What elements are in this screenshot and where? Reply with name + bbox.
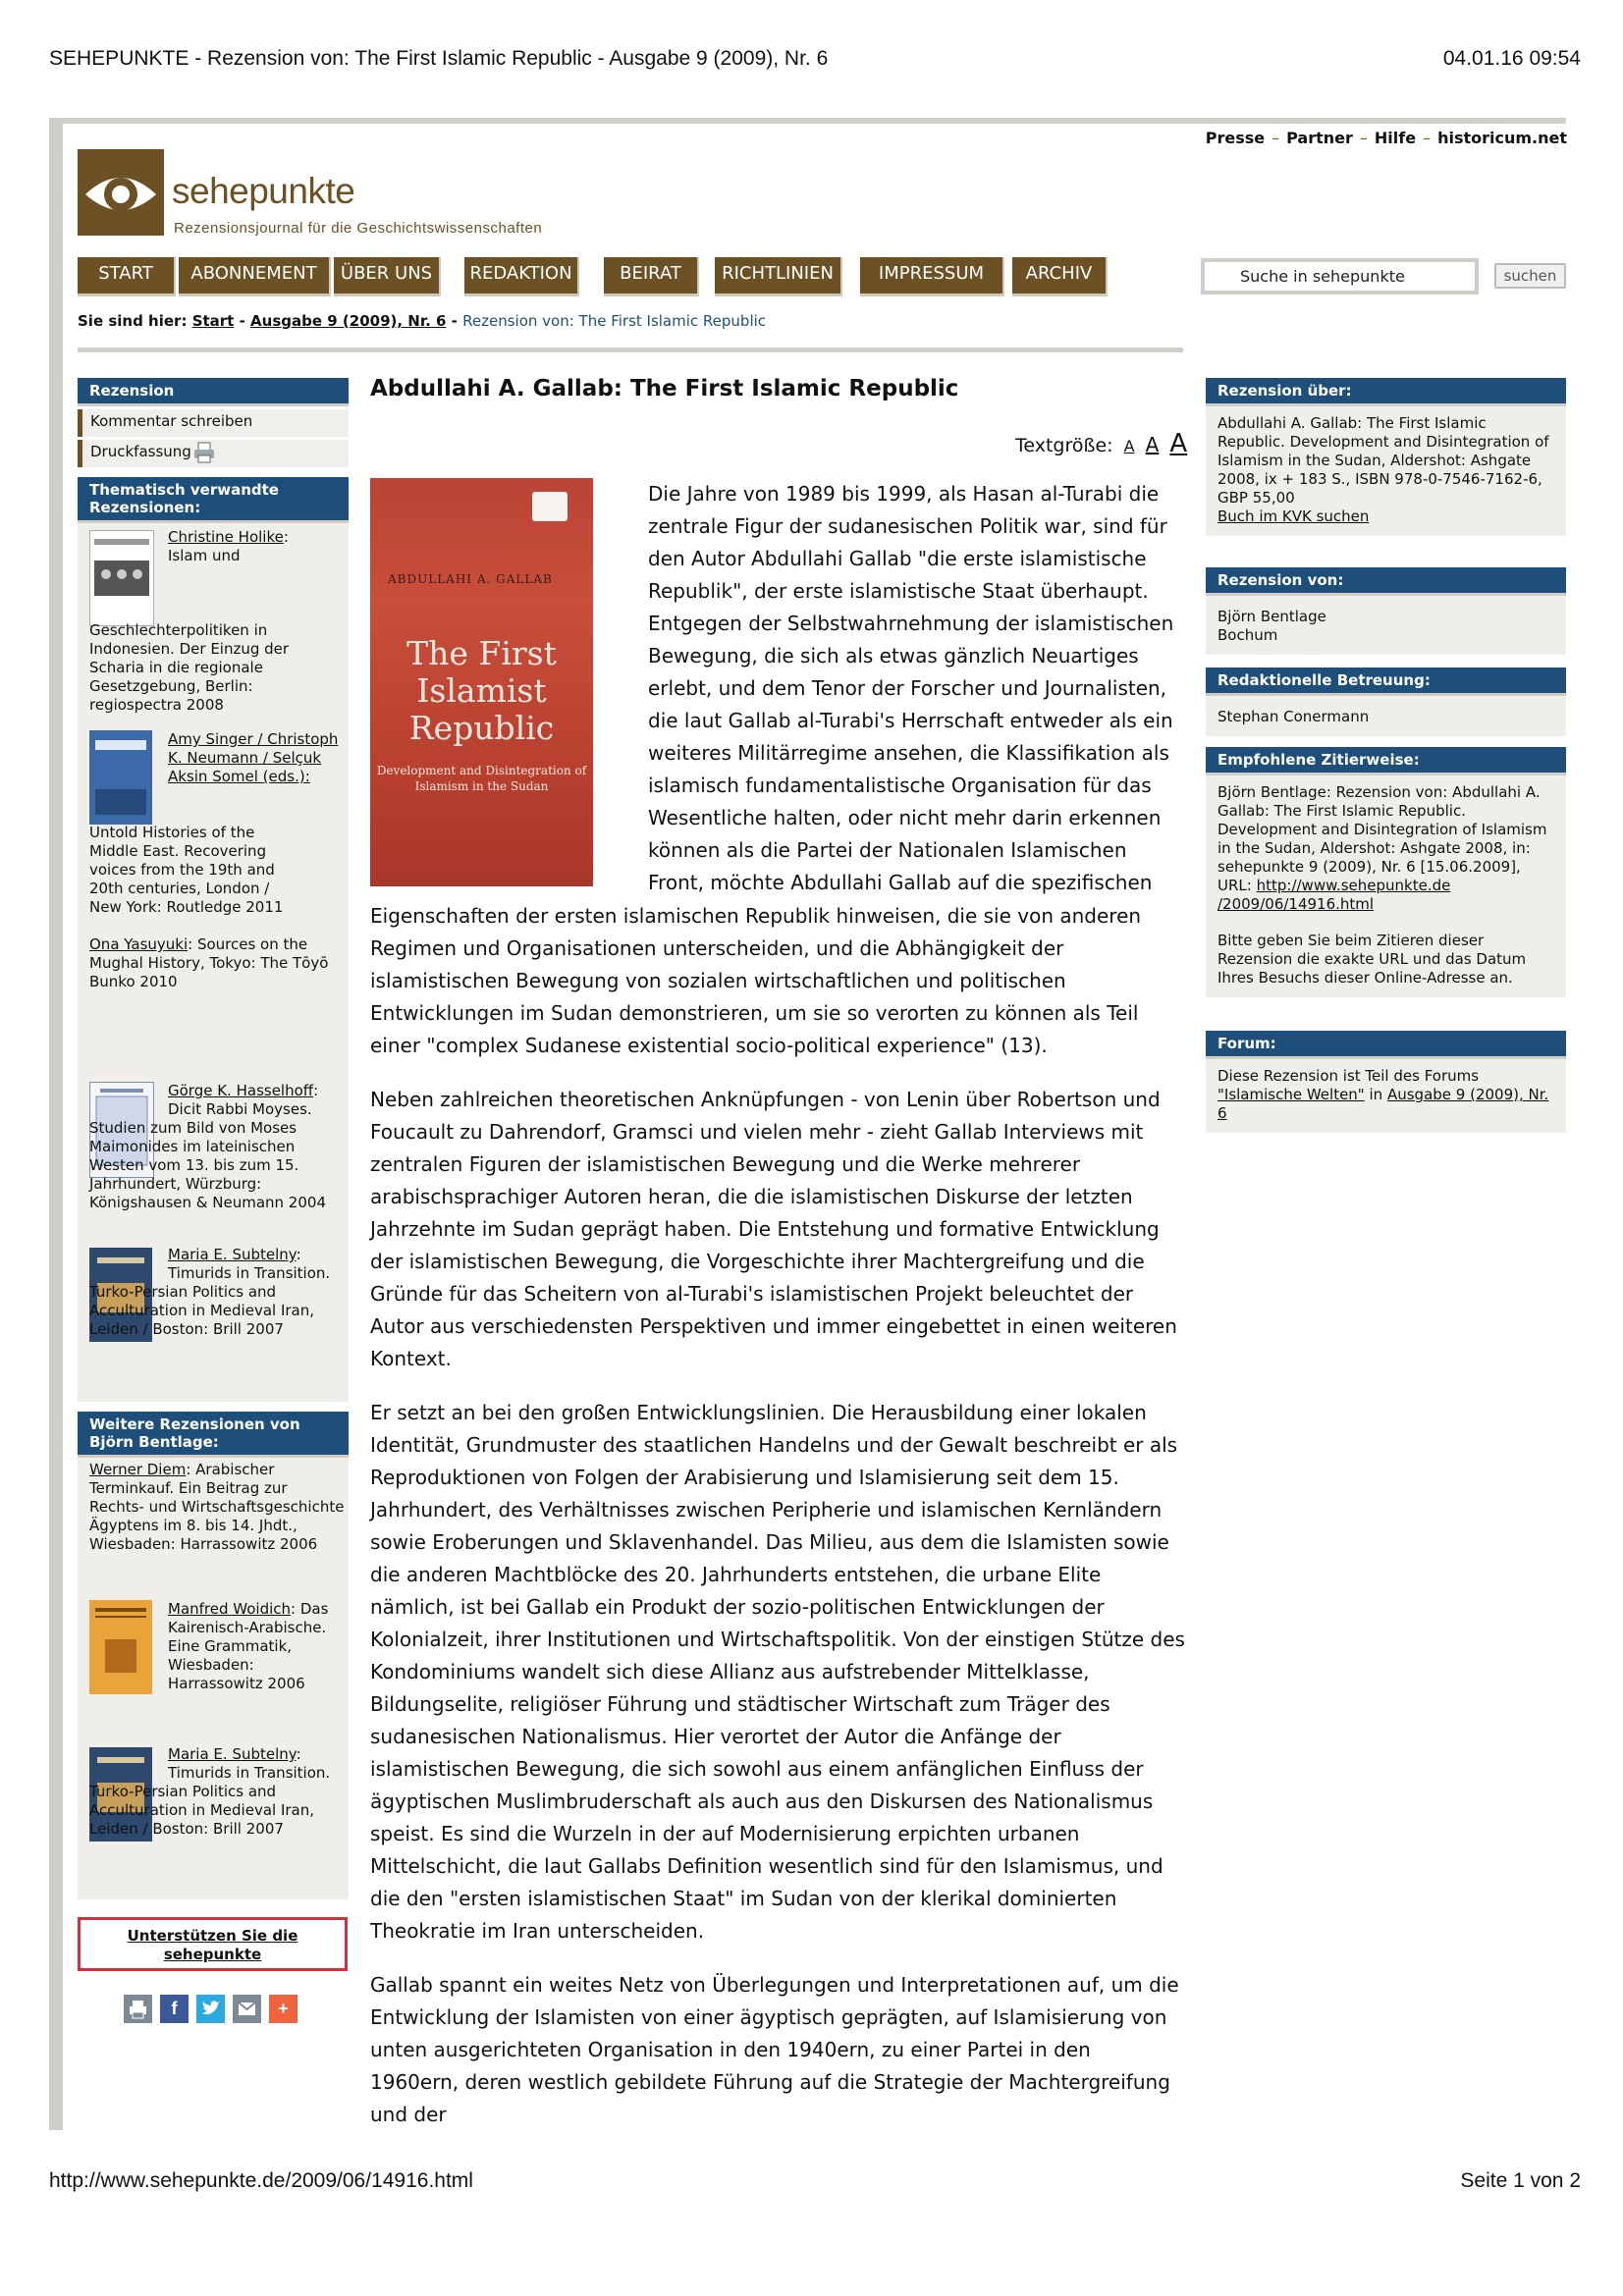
citation-box <box>1206 747 1566 997</box>
thematic-authors-2[interactable]: Amy Singer / Christoph K. Neumann / Selçuk Aksin Somel (eds.): <box>168 730 339 785</box>
forum-box <box>1206 1031 1566 1133</box>
search-button[interactable]: suchen <box>1494 263 1566 289</box>
top-rule <box>49 118 1566 124</box>
link-partner[interactable]: Partner <box>1286 129 1353 147</box>
nav-ueber-uns[interactable]: ÜBER UNS <box>334 257 441 296</box>
text-size-medium[interactable]: A <box>1145 433 1160 456</box>
text-size-small[interactable]: A <box>1123 437 1135 455</box>
forum-text: Diese Rezension ist Teil des Forums <box>1217 1067 1480 1085</box>
page-title: Abdullahi A. Gallab: The First Islamic Republic <box>370 376 959 401</box>
print-link-label: Druckfassung <box>90 443 191 460</box>
forum-issue-link[interactable]: Ausgabe 9 (2009), Nr. 6 <box>1217 1086 1549 1122</box>
link-presse[interactable]: Presse <box>1205 129 1266 147</box>
book-cover-thumbnail[interactable] <box>89 730 152 825</box>
book-cover <box>370 478 593 886</box>
support-box <box>78 1917 348 1971</box>
about-box <box>1206 378 1566 536</box>
citation-url[interactable]: http://www.sehepunkte.de /2009/06/14916.html <box>1217 877 1451 913</box>
reviewer-place: Bochum <box>1217 626 1278 644</box>
book-cover-thumbnail[interactable] <box>89 1600 152 1694</box>
breadcrumb-label: Sie sind hier: <box>78 312 188 330</box>
thematic-text-4: Dicit Rabbi Moyses. Studien zum Bild von Moses Maimonides im lateinischen Westen vom 13. bis zum 15. Jahrhundert, Würzburg: Königshausen & Neumann 2004 <box>89 1100 326 1211</box>
paragraph-3: Er setzt an bei den großen Entwicklungslinien. Die Herausbildung einer lokalen Identität, Grundmuster des staatlichen Handelns und der Gewalt beschreibt er als Reproduktionen von Folgen der Arabisierung und Islamisierung seit dem 15. Jahrhundert, des Verhältnisses zwischen Peripherie und islamischen Kernländern sowie Eroberungen und Sklavenhandel. Das Milieu, aus dem die Islamisten sowie die anderen Machtblöcke des 20. Jahrhunderts entstehen, die urbane Elite nämlich, ist bei Gallab ein Produkt der sozio-politischen Entwicklungen der Kolonialzeit, ihrer Institutionen und Wirtschaftspolitik. Von der einstigen Stütze des Kondominiums wandelt sich diese Allianz aus aufstrebender Mittelklasse, Bildungselite, religiöser Führung und städtischer Wirtschaft zum Träger des sudanesischen Nationalismus. Hier verortet der Autor die Anfänge der islamistischen Bewegung, die sich sowohl aus einem anfänglichen Einfluss der ägyptischen Muslimbruderschaft als auch aus den Diskursen des Nationalismus speist. Es sind die Wurzeln in der auf Modernisierung erpichten urbanen Mittelschicht, die laut Gallabs Definition wesentlich sind für den Islamismus, und die den "ersten islamistischen Staat" im Sudan von der klerikal dominierten Theokratie im Iran unterscheiden. <box>370 1401 1185 1943</box>
citation-text: Björn Bentlage: Rezension von: Abdullahi A. Gallab: The First Islamic Republic. Development and Disintegration of Islamism in the Sudan, Aldershot: Ashgate 2008, in: sehepunkte 9 (2009), Nr. 6 [15.06.2009], URL: <box>1217 783 1547 894</box>
printer-icon <box>193 442 215 467</box>
breadcrumb: Sie sind hier: Start - Ausgabe 9 (2009), Nr. 6 - Rezension von: The First Islamic Republic <box>78 312 767 330</box>
more-text-3: Timurids in Transition. Turko-Persian Politics and Acculturation in Medieval Iran, Leiden / Boston: Brill 2007 <box>89 1764 331 1838</box>
facebook-icon[interactable]: f <box>160 1995 189 2023</box>
thematic-author-3[interactable]: Ona Yasuyuki <box>89 935 189 953</box>
editor-name: Stephan Conermann <box>1206 696 1566 736</box>
kvk-link[interactable]: Buch im KVK suchen <box>1217 507 1370 525</box>
top-links: Presse – Partner – Hilfe – historicum.net <box>1205 129 1567 147</box>
link-historicum[interactable]: historicum.net <box>1437 129 1567 147</box>
print-footer <box>49 2169 1581 2197</box>
print-header <box>49 47 1581 75</box>
add-share-icon[interactable]: + <box>269 1995 298 2023</box>
about-text: Abdullahi A. Gallab: The First Islamic Republic. Development and Disintegration of Islamism in the Sudan, Aldershot: Ashgate 2008, ix + 183 S., ISBN 978-0-7546-7162-6, GBP 55,00 <box>1217 414 1549 507</box>
more-reviews-head: Weitere Rezensionen von Björn Bentlage: <box>78 1412 349 1458</box>
editor-box <box>1206 667 1566 736</box>
cover-title: The First Islamist Republic <box>406 634 557 747</box>
thematic-text-5: Timurids in Transition. Turko-Persian Politics and Acculturation in Medieval Iran, Leiden / Boston: Brill 2007 <box>89 1264 331 1338</box>
thematic-box: Thematisch verwandte Rezensionen: Christine Holike: Islam und Geschlechterpolitiken in Indonesien. Der Einzug der Scharia in die regionale Gesetzgebung, Berlin: regiospectra 2008 Amy Singer / Christoph K. Neumann / Selçuk Aksin Somel (eds.): Untold Histories of the Middle East. Recovering voices from the 19th and 20th centuries, London / New York: Routledge 2011 Ona Yasuyuki: Sources on the Mughal History, Tokyo: The Tōyō Bunko 2010 Görge K. Hasselhoff: Dicit Rabbi Moyses. Studien zum Bild von Moses Maimonides im lateinischen Westen vom 13. bis zum 15. Jahrhundert, Würzburg: Königshausen & Neumann 2004 Maria E. Subtelny: Timurids in Transition. Turko-Persian Politics and Acculturation in Medieval Iran, Leiden / Boston: Brill 2007 <box>78 477 349 1402</box>
print-title: SEHEPUNKTE - Rezension von: The First Islamic Republic - Ausgabe 9 (2009), Nr. 6 <box>49 47 829 70</box>
thematic-text-1: Geschlechterpolitiken in Indonesien. Der Einzug der Scharia in die regionale Gesetzgebung, Berlin: regiospectra 2008 <box>89 621 290 714</box>
more-author-3[interactable]: Maria E. Subtelny <box>168 1745 297 1763</box>
publisher-logo-icon <box>532 492 568 521</box>
paragraph-1-cont: Eigenschaften der ersten islamischen Republik hinweisen, die sie von anderen Regimen und Organisationen unterscheiden, und die Abhängigkeit der islamistischen Bewegung von sozialen wirtschaftlichen und politischen Entwicklungen im Sudan demonstrieren, um sie so verorten zu können als Teil einer "complex Sudanese existential socio-political experience" (13). <box>370 904 1142 1057</box>
eye-logo-icon <box>78 149 164 236</box>
site-logo[interactable] <box>78 149 588 238</box>
twitter-icon[interactable] <box>196 1995 225 2023</box>
nav-abonnement[interactable]: ABONNEMENT <box>179 257 331 296</box>
breadcrumb-start[interactable]: Start <box>191 312 235 330</box>
nav-start[interactable]: START <box>78 257 176 296</box>
more-reviews-box: Weitere Rezensionen von Björn Bentlage: Werner Diem: Arabischer Terminkauf. Ein Beitrag zur Rechts- und Wirtschaftsgeschichte Ägyptens im 8. bis 14. Jhdt., Wiesbaden: Harrassowitz 2006 Manfred Woidich: Das Kairenisch-Arabische. Eine Grammatik, Wiesbaden: Harrassowitz 2006 Maria E. Subtelny: Timurids in Transition. Turko-Persian Politics and Acculturation in Medieval Iran, Leiden / Boston: Brill 2007 <box>78 1412 349 1899</box>
logo-wordmark: sehepunkte <box>172 171 355 211</box>
rezension-box-head: Rezension <box>78 378 349 406</box>
breadcrumb-current: Rezension von: The First Islamic Republic <box>462 312 767 330</box>
breadcrumb-issue[interactable]: Ausgabe 9 (2009), Nr. 6 <box>250 312 447 330</box>
comment-link[interactable]: Kommentar schreiben <box>78 409 349 437</box>
citation-head: Empfohlene Zitierweise: <box>1206 747 1566 775</box>
print-share-icon[interactable] <box>124 1995 152 2023</box>
thematic-text-3: Sources on the Mughal History, Tokyo: The Tōyō Bunko 2010 <box>89 935 329 990</box>
more-author-1[interactable]: Werner Diem <box>89 1461 187 1478</box>
thematic-author-4[interactable]: Görge K. Hasselhoff <box>168 1082 314 1099</box>
paragraph-1: Die Jahre von 1989 bis 1999, als Hasan al-Turabi die zentrale Figur der sudanesischen Politik war, sind für den Autor Abdullahi Gallab "die erste islamistische Republik", der erste islamistische Staat überhaupt. Entgegen der Selbstwahrnehmung der islamistischen Bewegung, die sich als etwas gänzlich Neuartiges erlebt, und dem Tenor der Forscher und Journalisten, die laut Gallab al-Turabi's Herrschaft entweder als ein weiteres Militärregime ansehen, die Klassifikation als islamisch fundamentalistische Organisation für das Wesentliche halten, oder nicht mehr darin erkennen können als die Partei der Nationalen Islamischen Front, möchte Abdullahi Gallab auf die spezifischen <box>648 482 1174 894</box>
reviewer-head: Rezension von: <box>1206 567 1566 596</box>
more-author-2[interactable]: Manfred Woidich <box>168 1600 292 1618</box>
text-size-control <box>1015 429 1187 458</box>
book-cover-thumbnail[interactable] <box>89 530 154 626</box>
nav-impressum[interactable]: IMPRESSUM <box>860 257 1004 296</box>
about-head: Rezension über: <box>1206 378 1566 406</box>
logo-tagline: Rezensionsjournal für die Geschichtswissenschaften <box>174 220 543 237</box>
rezension-box <box>78 378 349 467</box>
cover-author: ABDULLAHI A. GALLAB <box>388 572 553 586</box>
citation-note: Bitte geben Sie beim Zitieren dieser Rezension die exakte URL und das Datum Ihres Besuchs dieser Online-Adresse an. <box>1217 932 1527 987</box>
nav-archiv[interactable]: ARCHIV <box>1012 257 1108 296</box>
left-rail <box>49 118 63 2130</box>
editor-head: Redaktionelle Betreuung: <box>1206 667 1566 696</box>
print-url: http://www.sehepunkte.de/2009/06/14916.html <box>49 2169 473 2192</box>
thematic-author-5[interactable]: Maria E. Subtelny <box>168 1246 297 1263</box>
thematic-author-1[interactable]: Christine Holike <box>168 528 284 546</box>
nav-beirat[interactable]: BEIRAT <box>604 257 699 296</box>
more-text-2: Das Kairenisch-Arabische. Eine Grammatik, Wiesbaden: Harrassowitz 2006 <box>168 1600 329 1692</box>
mail-icon[interactable] <box>233 1995 261 2023</box>
thematic-box-head: Thematisch verwandte Rezensionen: <box>78 477 349 523</box>
breadcrumb-rule <box>78 347 1183 352</box>
print-link[interactable] <box>78 440 349 467</box>
thematic-text-1-top: Islam und <box>168 547 241 564</box>
nav-redaktion[interactable]: REDAKTION <box>464 257 579 296</box>
thematic-text-2: Untold Histories of the Middle East. Recovering voices from the 19th and 20th centuries, London / New York: Routledge 2011 <box>89 824 284 916</box>
print-page: Seite 1 von 2 <box>1460 2169 1581 2192</box>
more-text-1: Arabischer Terminkauf. Ein Beitrag zur Rechts- und Wirtschaftsgeschichte Ägyptens im 8. bis 14. Jhdt., Wiesbaden: Harrassowitz 2006 <box>89 1461 345 1553</box>
forum-head: Forum: <box>1206 1031 1566 1059</box>
cover-subtitle: Development and Disintegration of Islamism in the Sudan <box>376 764 587 793</box>
nav-richtlinien[interactable]: RICHTLINIEN <box>715 257 842 296</box>
text-size-large[interactable]: A <box>1169 429 1188 458</box>
search-input[interactable]: Suche in sehepunkte <box>1201 258 1479 294</box>
reviewer-name: Björn Bentlage <box>1217 608 1326 625</box>
link-hilfe[interactable]: Hilfe <box>1374 129 1417 147</box>
article-body <box>370 900 1185 2153</box>
paragraph-2: Neben zahlreichen theoretischen Anknüpfungen - von Lenin über Robertson und Foucault zu Dahrendorf, Gramsci und vielen mehr - zieht Gallab Interviews mit zentralen Figuren der islamistischen Bewegung und die Werke mehrerer arabischsprachiger Autoren heran, die die islamistischen Diskurse der letzten Jahrzehnte im Sudan geprägt haben. Die Entstehung und formative Entwicklung der islamistischen Bewegung, die Vorgeschichte ihrer Machtergreifung und die Gründe für das Scheitern von al-Turabi's islamistischen Projekt beleuchtet der Autor aus verschiedensten Perspektiven und immer eingebettet in einen weiteren Kontext. <box>370 1088 1177 1370</box>
paragraph-4: Gallab spannt ein weites Netz von Überlegungen und Interpretationen auf, um die Entwicklung der Islamisten von einer ägyptisch geprägten, auf Islamisierung von unten ausgerichteten Organisation in den 1940ern, zu einer Partei in den 1960ern, deren westlich gebildete Führung auf die Strategie der Machtergreifung und der <box>370 1973 1179 2126</box>
text-size-label: Textgröße: <box>1015 435 1113 456</box>
support-link[interactable]: Unterstützen Sie die sehepunkte <box>127 1927 298 1963</box>
forum-link[interactable]: "Islamische Welten" <box>1217 1086 1365 1103</box>
print-datetime: 04.01.16 09:54 <box>1442 47 1581 70</box>
forum-in: in <box>1369 1086 1383 1103</box>
reviewer-box <box>1206 567 1566 655</box>
